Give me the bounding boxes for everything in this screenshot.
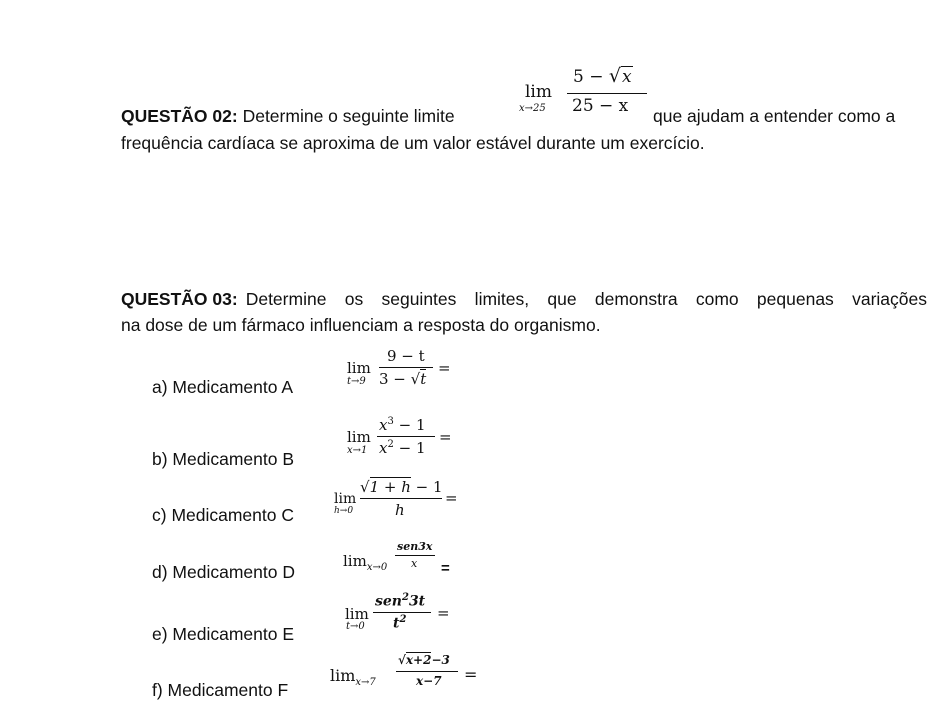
item-c-num: √1 + h − 1 [360,478,443,496]
q2-fraction-bar [567,93,647,94]
item-f-lim: $\lim_{x\to 7}$ [330,666,376,689]
item-a-limit [343,345,453,395]
q2-denominator: 25 − x [572,96,629,116]
item-b-lim: lim [347,428,371,446]
item-e-limit [343,590,453,640]
item-c-sub: h→0 [334,506,354,516]
item-f-limit [330,652,480,698]
item-c-eq: = [445,489,458,507]
q3-line2: na dose de um fármaco influenciam a resposta do organismo. [121,315,601,335]
item-e-label: e) Medicamento E [152,624,295,644]
item-f-label: f) Medicamento F [152,680,289,700]
item-d-lim: $\lim_{x\to 0}$ [343,552,388,573]
item-f-den: x−7 [416,674,442,688]
item-b-label: b) Medicamento B [152,449,295,469]
item-b-den: $x^2 - 1$ [379,439,426,457]
item-b-sub: x→1 [347,445,368,456]
item-a-label: a) Medicamento A [152,377,294,397]
item-c-lim: lim [334,491,357,507]
q2-lim: lim [525,82,552,102]
item-d-limit [343,538,463,582]
q2-line2: frequência cardíaca se aproxima de um valor estável durante um exercício. [121,133,705,153]
q3-line1 [121,289,927,310]
item-c-limit [332,475,462,525]
item-c-den: h [395,501,405,519]
q3-label: QUESTÃO 03: [121,289,238,309]
q2-radicand: x [621,67,632,87]
item-a-num: 9 − t [387,347,425,365]
item-a-sub: t→9 [347,376,366,387]
q2-line1 [121,106,455,127]
item-e-sub: t→0 [346,621,365,632]
item-d-den: x [411,557,418,570]
item-a-den: 3 − √t [379,370,427,388]
q2-label: QUESTÃO 02: [121,106,238,126]
q2-text-after: que ajudam a entender como a [653,106,896,126]
q3-text: Determine os seguintes limites, que demonstra como pequenas variações [245,289,927,309]
item-e-num: sen$^2$3t [375,592,426,610]
item-e-lim: lim [345,605,369,623]
item-d-label: d) Medicamento D [152,562,295,582]
item-a-lim: lim [347,359,371,377]
q2-lim-sub: x→25 [519,103,546,114]
item-b-limit [343,414,453,464]
item-d-eq: = [441,560,450,577]
item-f-eq: = [464,665,478,684]
item-c-label: c) Medicamento C [152,505,294,525]
item-e-den: $t^2$ [393,614,407,632]
item-b-eq: = [439,428,452,446]
item-d-num: sen3x [397,540,433,553]
item-b-num: $x^3 - 1$ [379,416,426,434]
item-e-eq: = [437,604,450,622]
item-a-eq: = [438,359,451,377]
q2-numerator: 5 − √x [573,65,632,87]
q2-text-before: Determine o seguinte limite [242,106,455,126]
item-f-num: √x+2−3 [398,653,450,667]
q2-limit-expression [517,60,647,124]
